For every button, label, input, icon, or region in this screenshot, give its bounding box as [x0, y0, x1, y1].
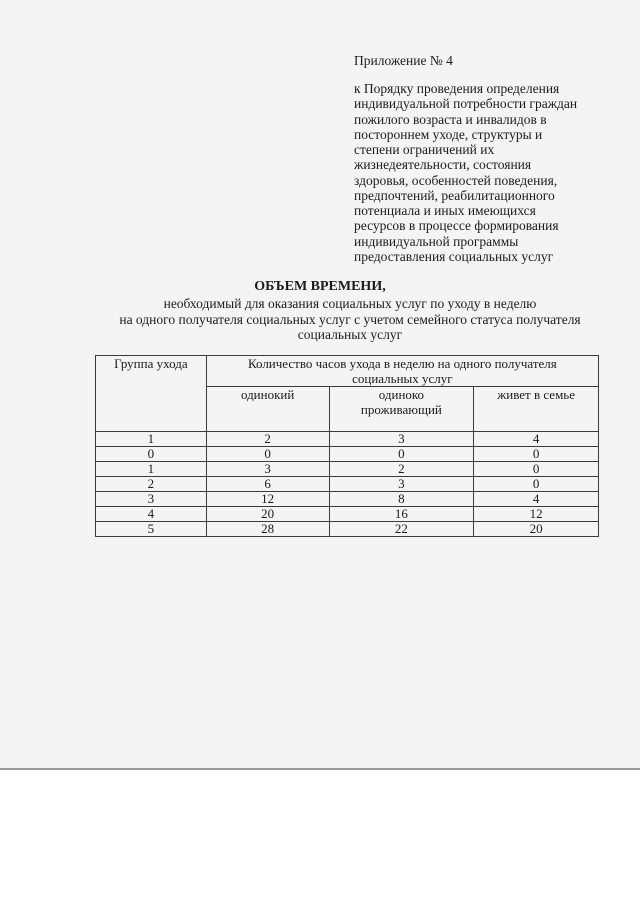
- cell-group: 2: [96, 477, 207, 492]
- cell-family: 4: [474, 492, 599, 507]
- table-row: [96, 432, 599, 447]
- header-family: живет в семье: [474, 387, 599, 432]
- table-row: [96, 447, 599, 462]
- cell-living-alone: 2: [329, 462, 474, 477]
- cell-family: 4: [474, 432, 599, 447]
- cell-living-alone: 16: [329, 507, 474, 522]
- cell-living-alone: 3: [329, 432, 474, 447]
- appendix-line: ресурсов в процессе формирования: [354, 218, 559, 234]
- appendix-line: жизнедеятельности, состояния: [354, 157, 532, 173]
- appendix-line: к Порядку проведения определения: [354, 81, 560, 96]
- appendix-line: индивидуальной программы: [354, 233, 519, 249]
- cell-living-alone: 22: [329, 522, 474, 537]
- table-row: [96, 507, 599, 522]
- appendix-title: Приложение № 4: [354, 53, 453, 68]
- cell-alone: 3: [206, 462, 329, 477]
- table-row: [96, 492, 599, 507]
- appendix-line: индивидуальной потребности граждан: [354, 96, 578, 112]
- header-care-group: Группа ухода: [96, 356, 207, 432]
- document-subheading: [80, 296, 620, 343]
- scan-page-edge: [0, 768, 640, 770]
- cell-family: 0: [474, 462, 599, 477]
- cell-group: 5: [96, 522, 207, 537]
- appendix-line: степени ограничений их: [354, 142, 495, 157]
- appendix-line: постороннем уходе, структуры и: [354, 126, 543, 142]
- cell-alone: 2: [206, 432, 329, 447]
- subheading-line: необходимый для оказания социальных услуг по уходу в неделю: [163, 296, 537, 311]
- subheading-line: социальных услуг: [297, 327, 403, 342]
- table-row: [96, 462, 599, 477]
- appendix-line: предпочтений, реабилитационного: [354, 187, 555, 203]
- cell-alone: 12: [206, 492, 329, 507]
- cell-group: 3: [96, 492, 207, 507]
- cell-group: 1: [96, 432, 207, 447]
- document-heading: ОБЪЕМ ВРЕМЕНИ,: [254, 279, 386, 294]
- subheading-line: на одного получателя социальных услуг с учетом семейного статуса получателя: [119, 311, 581, 327]
- appendix-line: потенциала и иных имеющихся: [354, 203, 536, 218]
- cell-family: 0: [474, 447, 599, 462]
- header-living-alone: одиноко проживающий: [329, 387, 474, 432]
- appendix-line: предоставления социальных услуг: [354, 248, 554, 264]
- cell-alone: 28: [206, 522, 329, 537]
- cell-alone: 6: [206, 477, 329, 492]
- cell-living-alone: 8: [329, 492, 474, 507]
- header-alone: одинокий: [206, 387, 329, 432]
- cell-alone: 20: [206, 507, 329, 522]
- cell-group: 1: [96, 462, 207, 477]
- table-row: [96, 477, 599, 492]
- appendix-line: пожилого возраста и инвалидов в: [354, 111, 547, 127]
- cell-family: 20: [474, 522, 599, 537]
- appendix-reference: [354, 81, 624, 264]
- care-hours-table: [95, 355, 599, 537]
- cell-family: 12: [474, 507, 599, 522]
- table-header-row: [96, 356, 599, 387]
- table-row: [96, 522, 599, 537]
- header-hours-per-week: Количество часов ухода в неделю на одного получателя социальных услуг: [206, 356, 598, 387]
- cell-alone: 0: [206, 447, 329, 462]
- cell-living-alone: 0: [329, 447, 474, 462]
- cell-group: 4: [96, 507, 207, 522]
- appendix-line: здоровья, особенностей поведения,: [354, 172, 558, 188]
- cell-group: 0: [96, 447, 207, 462]
- cell-family: 0: [474, 477, 599, 492]
- cell-living-alone: 3: [329, 477, 474, 492]
